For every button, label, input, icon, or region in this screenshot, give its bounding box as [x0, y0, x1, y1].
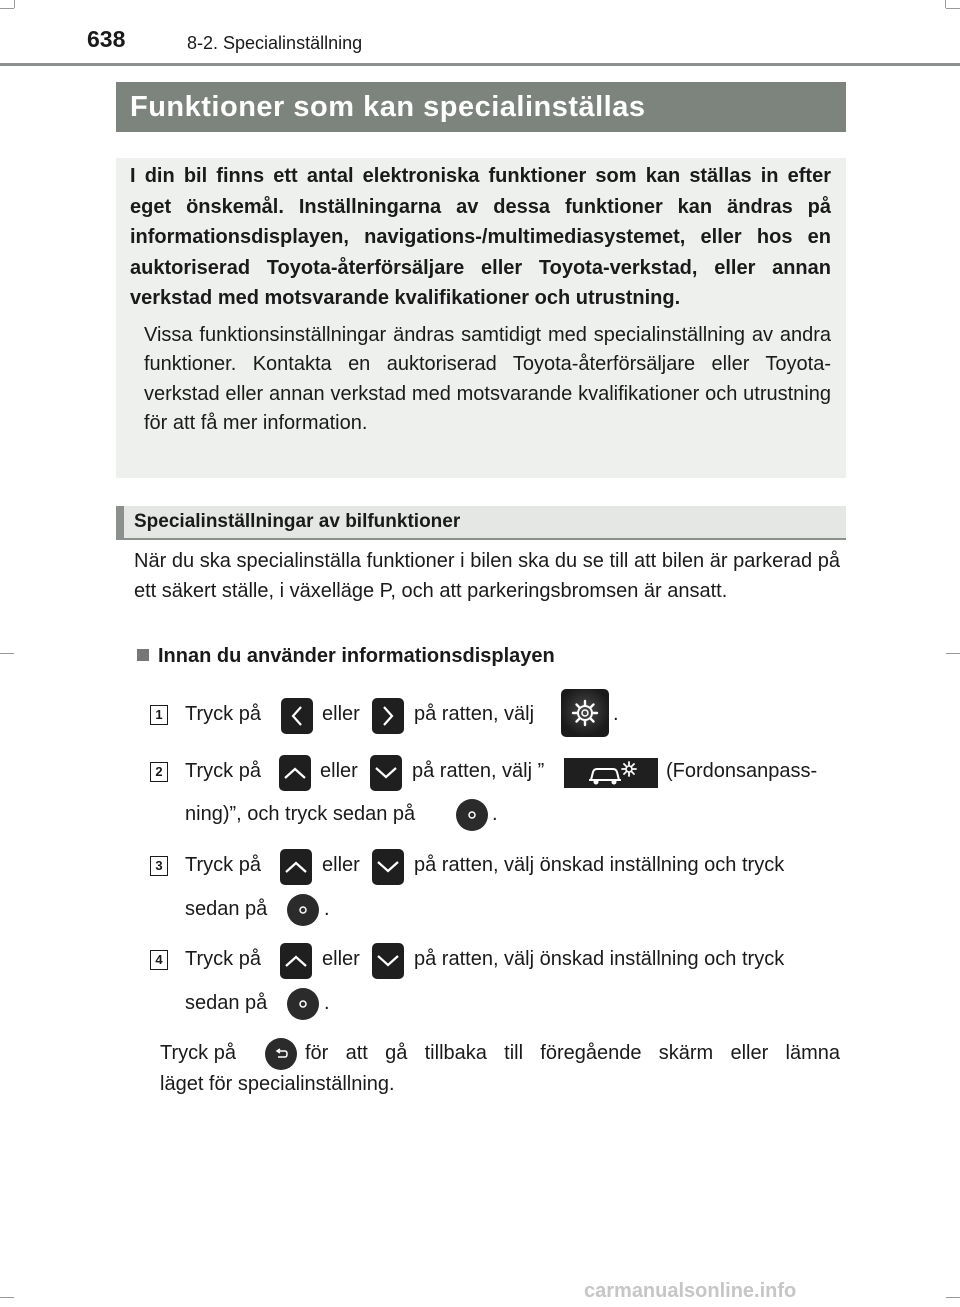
chevron-left-icon: [281, 698, 313, 734]
chevron-down-icon: [372, 849, 404, 885]
crop-mark: [946, 1297, 960, 1298]
step-text: .: [613, 703, 619, 725]
step-text: eller: [320, 760, 358, 782]
subheading: [116, 506, 846, 540]
chevron-down-icon: [372, 943, 404, 979]
crop-mark: [0, 8, 14, 9]
step-text: sedan på: [185, 898, 268, 920]
intro-note: Vissa funktionsinställningar ändras samtidigt med specialinställning av andra funktioner. Kontakta en auktoriserad Toyota-återförsäljare eller Toyota-verkstad eller annan verkstad med motsvarande kvalifikationer och utrustning för att få mer information.: [144, 323, 831, 434]
subheading-marker: [116, 506, 124, 540]
step-text: sedan på: [185, 992, 268, 1014]
step-text: på ratten, välj: [414, 703, 535, 725]
crop-mark: [0, 653, 14, 654]
chevron-up-icon: [279, 755, 311, 791]
crop-mark: [0, 1297, 14, 1298]
section-label: 8-2. Specialinställning: [187, 33, 363, 53]
crop-mark: [946, 653, 960, 654]
step-text: .: [324, 992, 330, 1014]
back-icon: [265, 1038, 297, 1070]
step-text: Tryck på: [185, 854, 261, 876]
step-number: 4: [150, 950, 168, 970]
step-text: Tryck på: [185, 760, 261, 782]
step-text: på ratten, välj önskad inställning och tryck: [414, 854, 785, 876]
step-text: ning)”, och tryck sedan på: [185, 803, 416, 825]
page-title: Funktioner som kan specialinställas: [116, 82, 846, 132]
crop-mark: [14, 0, 15, 8]
ok-button-icon: [287, 894, 319, 926]
subheading-text: Specialinställningar av bilfunktioner: [134, 511, 461, 532]
chevron-up-icon: [280, 849, 312, 885]
step-text: Tryck på: [185, 948, 261, 970]
parking-paragraph: När du ska specialinställa funktioner i bilen ska du se till att bilen är parkerad på ett säkert ställe, i växelläge P, och att parkeringsbromsen är ansatt.: [134, 550, 840, 602]
watermark: carmanualsonline.info: [584, 1280, 797, 1302]
step-text: .: [324, 898, 330, 920]
intro-text: I din bil finns ett antal elektroniska funktioner som kan ställas in efter eget önskemål. Inställningarna av dessa funktioner kan ändras på informationsdisplayen, navigations-/multimediasystemet, eller hos en auktoriserad Toyota-återförsäljare eller Toyota-verkstad, eller annan verkstad med motsvarande kvalifikationer och utrustning.: [130, 165, 831, 309]
bullet-heading: [137, 645, 555, 668]
step-text: .: [492, 803, 498, 825]
ok-button-icon: [456, 799, 488, 831]
step-text: (Fordonsanpass-: [666, 760, 818, 782]
settings-gear-icon: [561, 689, 609, 737]
crop-mark: [945, 0, 946, 8]
crop-mark: [946, 8, 960, 9]
step-text: på ratten, välj ”: [412, 760, 545, 782]
bullet-square-icon: [137, 649, 149, 661]
bullet-heading-text: Innan du använder informationsdisplayen: [158, 645, 555, 667]
step-text: på ratten, välj önskad inställning och tryck: [414, 948, 785, 970]
step-text: eller: [322, 948, 360, 970]
step-text: Tryck på: [185, 703, 261, 725]
back-note-text: för att gå tillbaka till föregående skärm eller lämna: [305, 1042, 840, 1064]
page-number: 638: [87, 26, 126, 52]
vehicle-settings-icon: [564, 758, 658, 788]
chevron-down-icon: [370, 755, 402, 791]
step-number: 2: [150, 762, 168, 782]
header-rule: [0, 63, 960, 66]
back-note-text: läget för specialinställning.: [160, 1073, 395, 1095]
step-text: eller: [322, 854, 360, 876]
step-number: 3: [150, 856, 168, 876]
ok-button-icon: [287, 988, 319, 1020]
step-number: 1: [150, 705, 168, 725]
chevron-up-icon: [280, 943, 312, 979]
chevron-right-icon: [372, 698, 404, 734]
step-text: eller: [322, 703, 360, 725]
intro-box: [116, 158, 846, 478]
back-note-text: Tryck på: [160, 1042, 236, 1064]
